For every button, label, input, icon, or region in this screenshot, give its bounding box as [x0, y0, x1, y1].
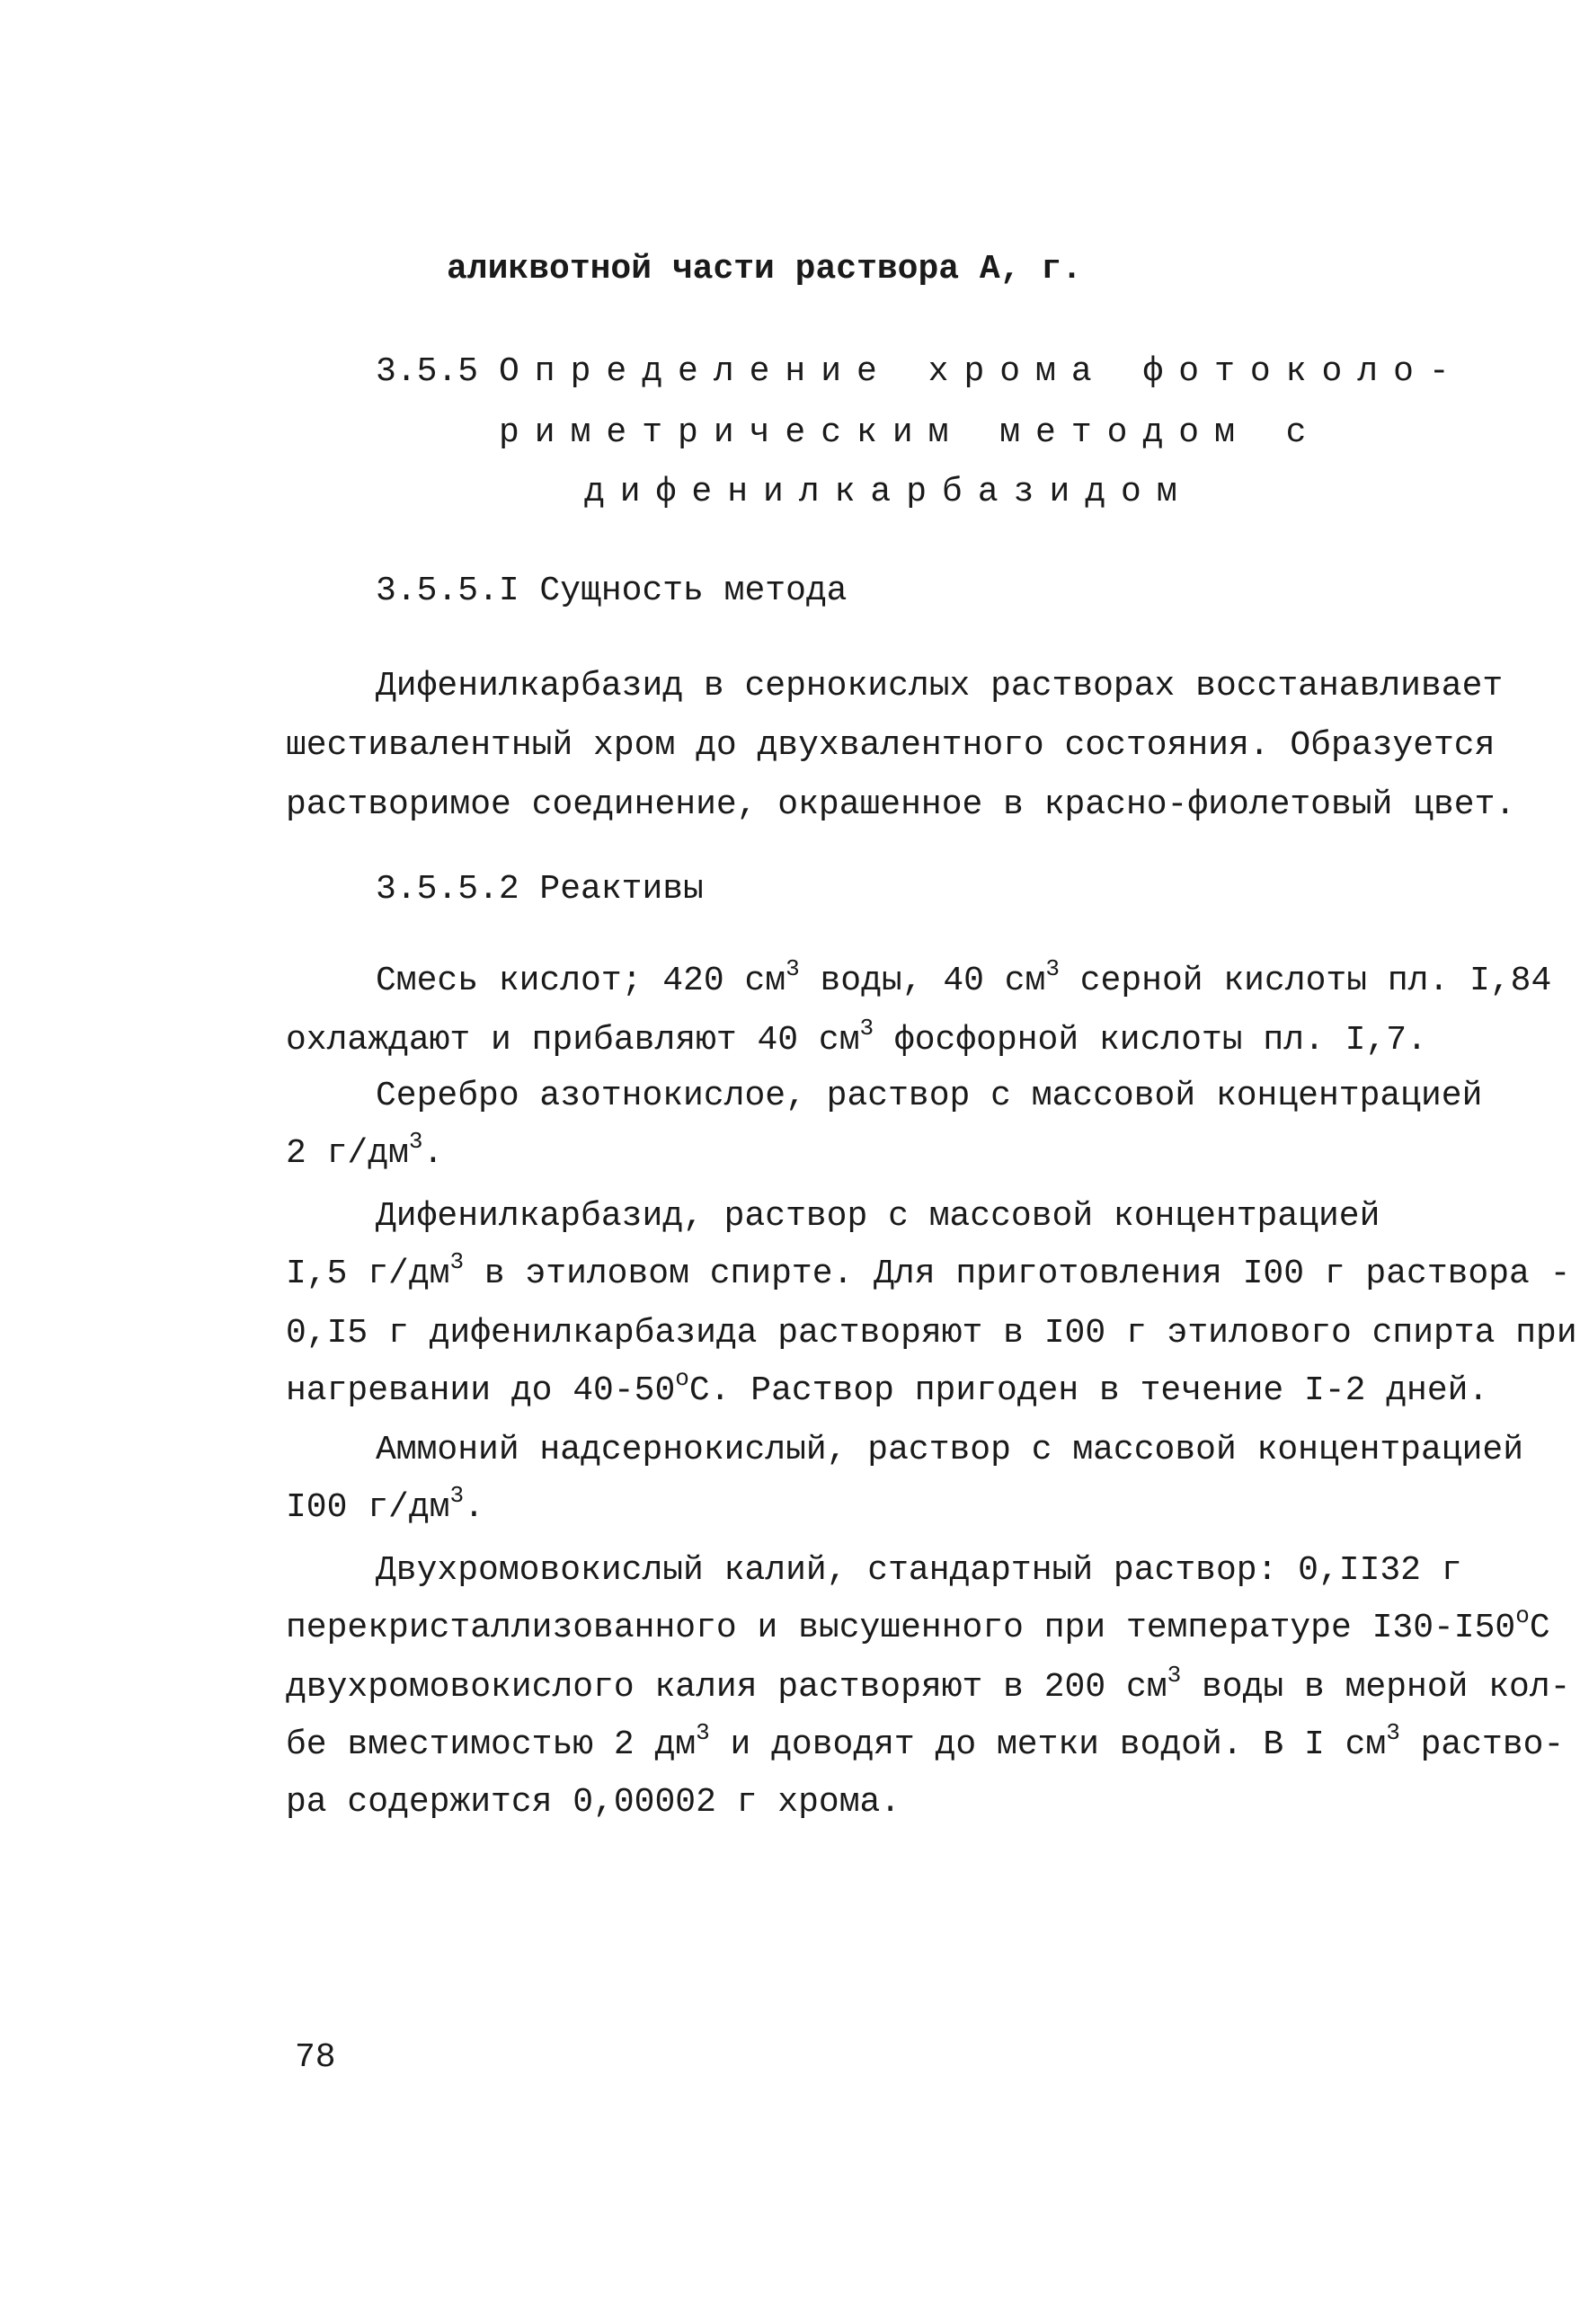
page-number: 78 [295, 2038, 336, 2077]
dpc-line-4: нагревании до $40-50^оС$. Раствор пригоден в течение I-2 дней. [286, 1365, 1489, 1410]
subsection-heading-essence: 3.5.5.I Сущность метода [376, 572, 848, 610]
acid-mix-line-1: Смесь кислот; 420 $см^3$ воды, 40 $см^3$ серной кислоты пл. I,84 [376, 955, 1552, 1000]
dichromate-line-2: перекристаллизованного и высушенного при температуре $I30-I50^оС$ [286, 1602, 1550, 1647]
acid-mix-line-2: охлаждают и прибавляют 40 $см^3$ фосфорной кислоты пл. I,7. [286, 1015, 1427, 1060]
section-number: 3.5.5 [376, 352, 479, 391]
essence-line-3: растворимое соединение, окрашенное в красно-фиолетовый цвет. [286, 785, 1516, 824]
dpc-line-2: I,5 $г/дм^3$ в этиловом спирте. Для приготовления I00 г раствора - [286, 1248, 1571, 1293]
essence-line-1: Дифенилкарбазид в сернокислых растворах восстанавливает [376, 667, 1504, 705]
essence-line-2: шестивалентный хром до двухвалентного состояния. Образуется [286, 726, 1496, 765]
section-title-line-1: Определение хрома фотоколо- [499, 352, 1465, 391]
section-title-line-2: риметрическим методом с [499, 413, 1322, 452]
silver-line-1: Серебро азотнокислое, раствор с массовой концентрацией [376, 1077, 1483, 1115]
subsection-heading-reagents: 3.5.5.2 Реактивы [376, 870, 704, 909]
ammonium-line-2: I00 $г/дм^3$. [286, 1482, 484, 1527]
dichromate-line-4: бе вместимостью 2 $дм^3$ и доводят до метки водой. В I $см^3$ раство- [286, 1719, 1565, 1764]
dpc-line-3: 0,I5 г дифенилкарбазида растворяют в I00 г этилового спирта при [286, 1314, 1577, 1353]
section-title-line-3: дифенилкарбазидом [584, 473, 1193, 511]
continuation-line: аликвотной части раствора А, г. [447, 250, 1082, 288]
dpc-line-1: Дифенилкарбазид, раствор с массовой концентрацией [376, 1197, 1380, 1236]
dichromate-line-5: ра содержится 0,00002 г хрома. [286, 1783, 901, 1822]
silver-line-2: 2 $г/дм^3$. [286, 1128, 444, 1173]
dichromate-line-3: двухромовокислого калия растворяют в 200 $см^3$ воды в мерной кол- [286, 1662, 1571, 1707]
ammonium-line-1: Аммоний надсернокислый, раствор с массовой концентрацией [376, 1431, 1524, 1469]
dichromate-line-1: Двухромовокислый калий, стандартный раствор: 0,II32 г [376, 1551, 1462, 1590]
